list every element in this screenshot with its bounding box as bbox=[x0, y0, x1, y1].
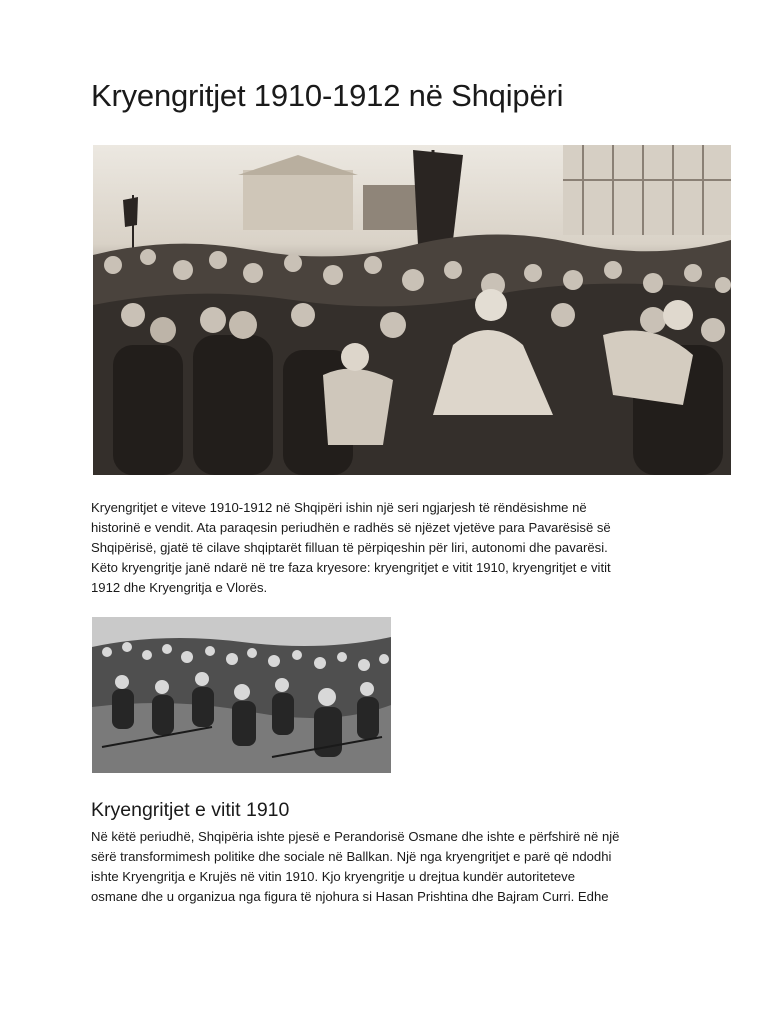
fighters-photo bbox=[92, 617, 391, 773]
crowd-photo bbox=[93, 145, 731, 475]
fighters-photo-graphic bbox=[92, 617, 391, 773]
section-line: Në këtë periudhë, Shqipëria ishte pjesë e Perandorisë Osmane dhe ishte e përfshirë në një bbox=[91, 829, 620, 844]
crowd-photo-graphic bbox=[93, 145, 731, 475]
document-title: Kryengritjet 1910-1912 në Shqipëri bbox=[91, 78, 564, 113]
intro-line: historinë e vendit. Ata paraqesin periudhën e radhës së njëzet vjetëve para Pavarësisë së bbox=[91, 520, 611, 535]
intro-line: Këto kryengritje janë ndarë në tre faza kryesore: kryengritjet e vitit 1910, kryengritjet e vitit bbox=[91, 560, 611, 575]
section-line: ishte Kryengritja e Krujës në vitin 1910. Kjo kryengritje u drejtua kundër autoriteteve bbox=[91, 869, 576, 884]
intro-line: Kryengritjet e viteve 1910-1912 në Shqipëri ishin një seri ngjarjesh të rëndësishme në bbox=[91, 500, 587, 515]
intro-line: 1912 dhe Kryengritja e Vlorës. bbox=[91, 580, 268, 595]
intro-line: Shqipërisë, gjatë të cilave shqiptarët filluan të përpiqeshin për liri, autonomi dhe pavarësi. bbox=[91, 540, 608, 555]
section-heading-1910: Kryengritjet e vitit 1910 bbox=[91, 799, 290, 821]
intro-paragraph bbox=[91, 498, 611, 598]
section-1910-paragraph bbox=[91, 827, 619, 907]
section-line: sërë transformimesh politike dhe sociale në Ballkan. Një nga kryengritjet e parë që ndodhi bbox=[91, 849, 612, 864]
section-line: osmane dhe u organizua nga figura të njohura si Hasan Prishtina dhe Bajram Curri. Edhe bbox=[91, 889, 609, 904]
